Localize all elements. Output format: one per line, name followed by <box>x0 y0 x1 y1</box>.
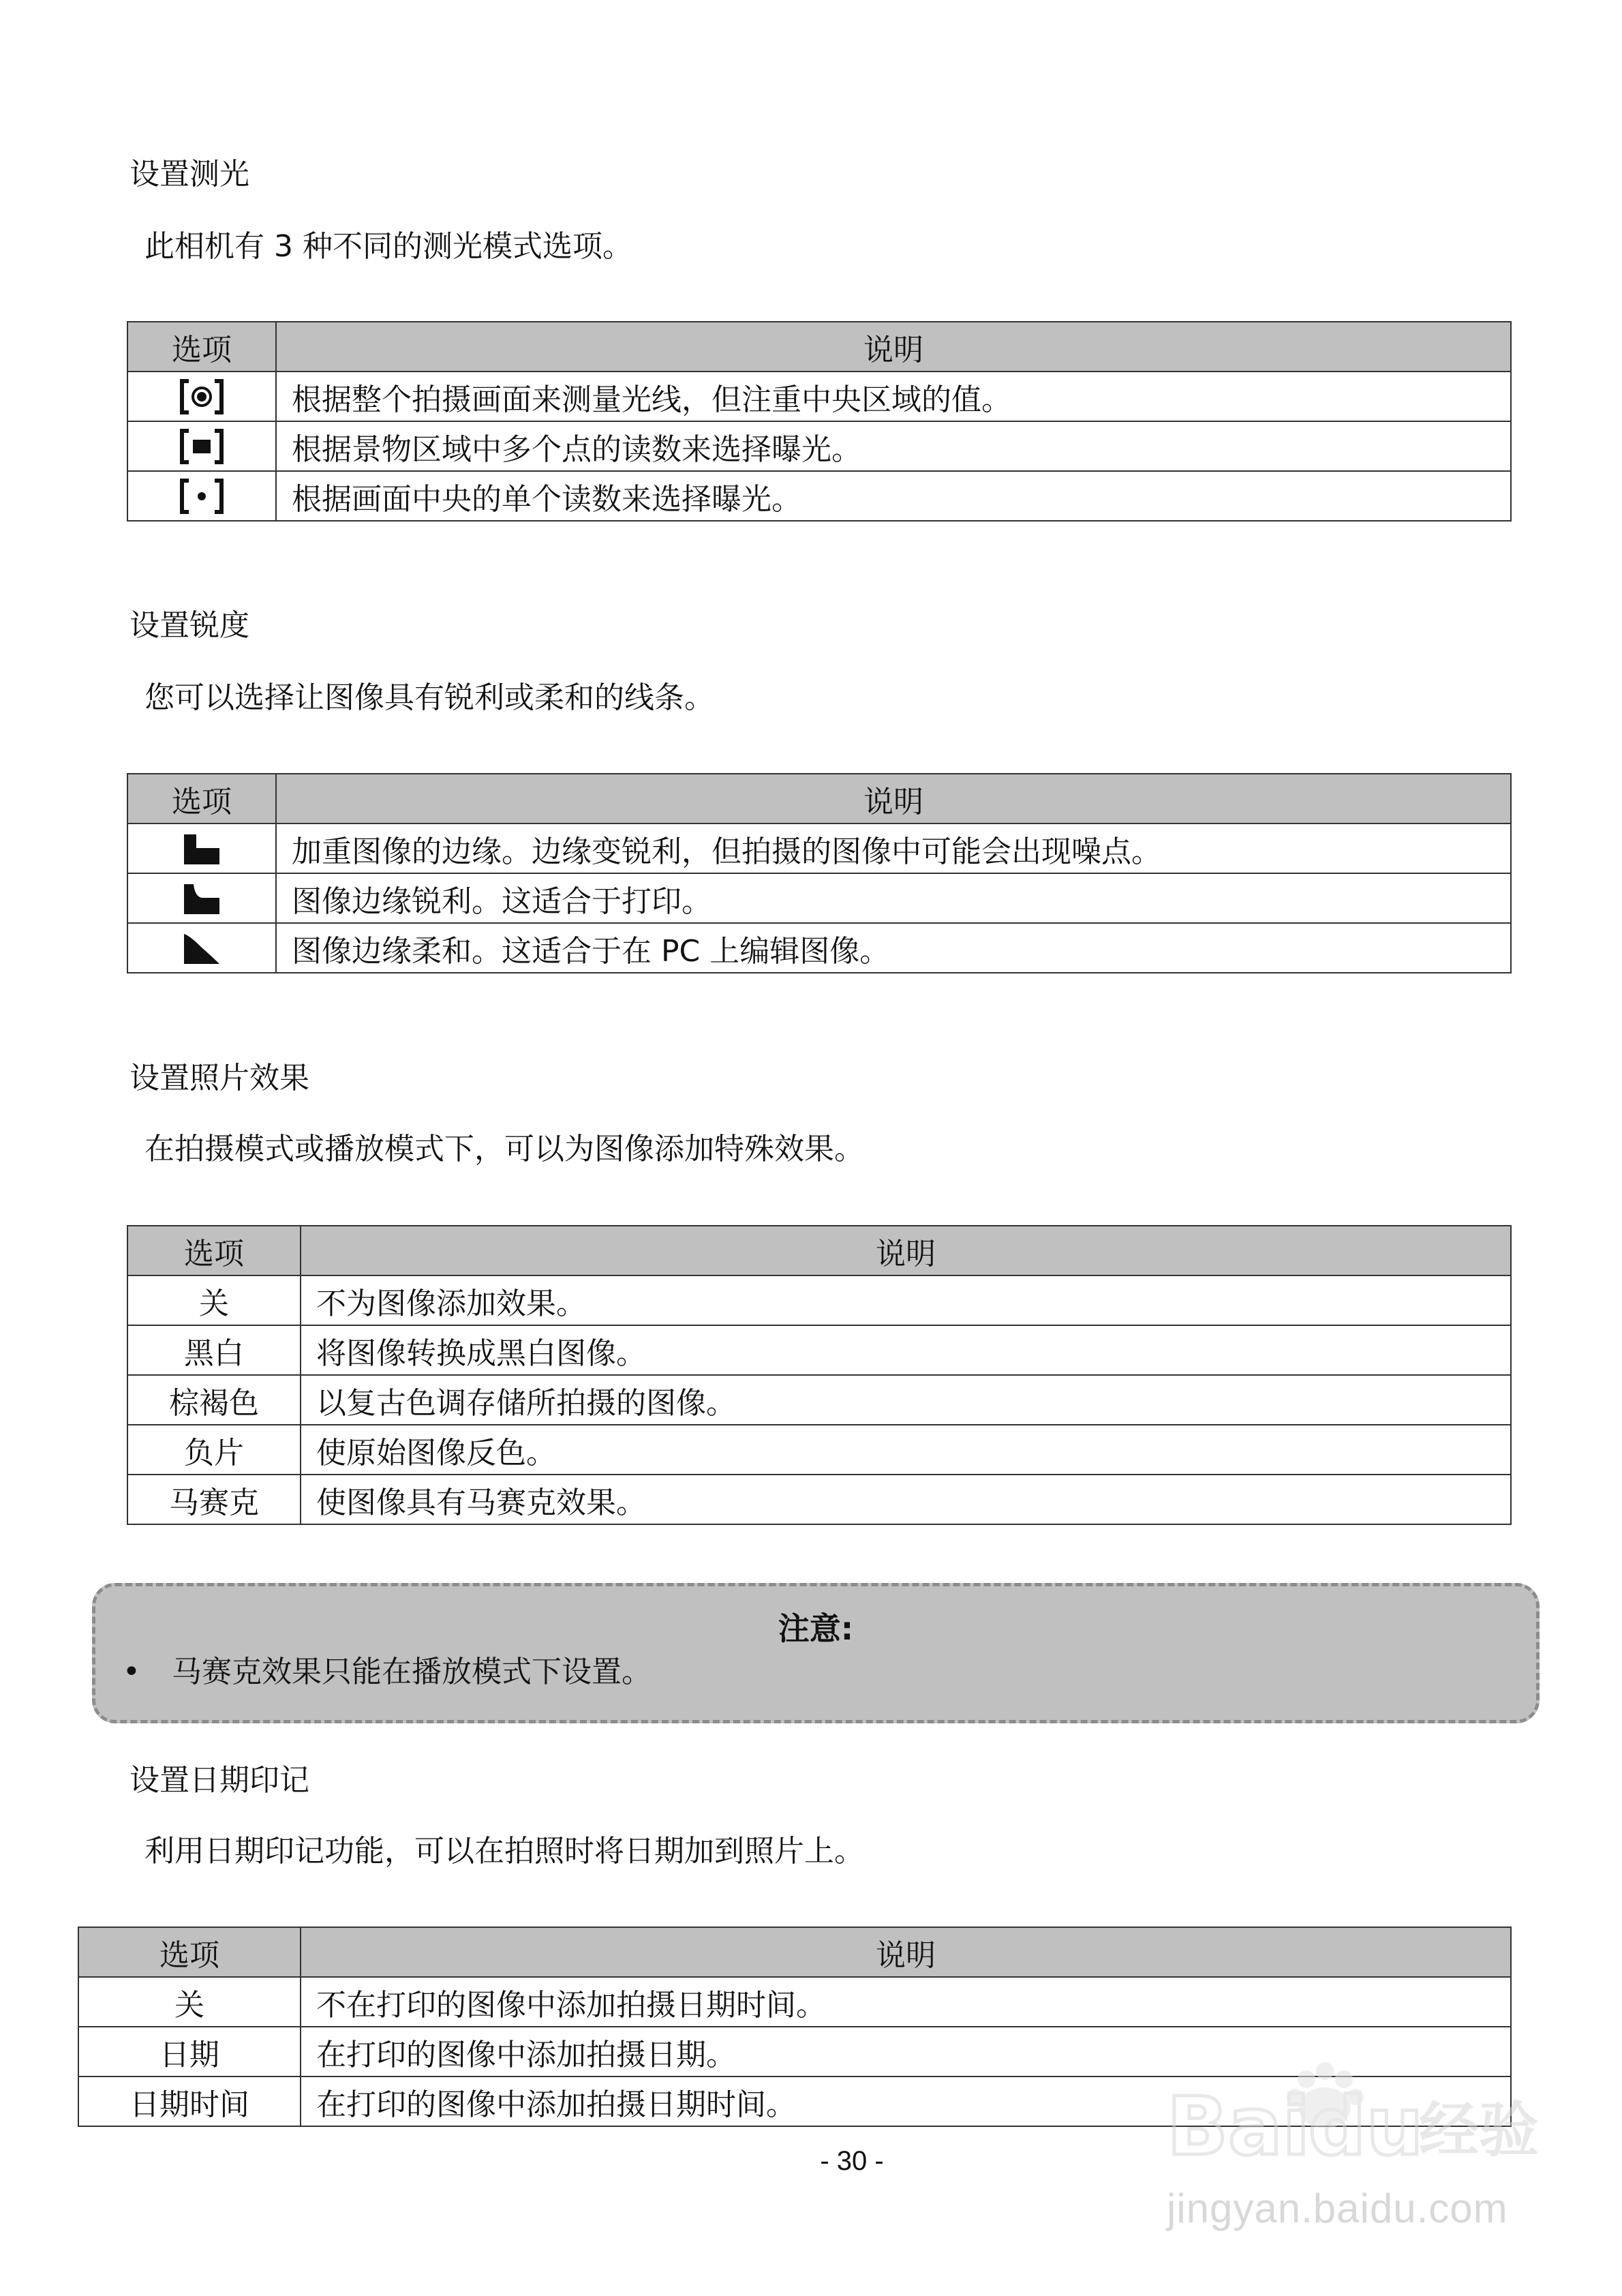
header-option: 选项 <box>127 1226 301 1275</box>
multi-metering-icon <box>178 428 226 465</box>
note-box <box>92 1583 1540 1723</box>
effect-intro: 在拍摄模式或播放模式下，可以为图像添加特殊效果。 <box>144 1132 864 1166</box>
header-description: 说明 <box>276 322 1511 372</box>
table-row <box>127 1275 1511 1325</box>
table-row <box>127 923 1511 973</box>
header-description: 说明 <box>276 774 1511 824</box>
option-cell: 黑白 <box>127 1325 301 1375</box>
spot-metering-icon <box>178 478 226 515</box>
baidu-jingyan-watermark-logo <box>1167 2052 1548 2181</box>
option-cell: 关 <box>78 1977 301 2027</box>
description-cell: 加重图像的边缘。边缘变锐利，但拍摄的图像中可能会出现噪点。 <box>276 824 1511 873</box>
svg-text:经验: 经验 <box>1419 2095 1540 2165</box>
description-cell: 以复古色调存储所拍摄的图像。 <box>301 1375 1511 1425</box>
table-row <box>127 1325 1511 1375</box>
table-row <box>127 471 1511 521</box>
note-item-text: 马赛克效果只能在播放模式下设置。 <box>172 1655 652 1689</box>
description-cell: 根据景物区域中多个点的读数来选择曝光。 <box>276 421 1511 471</box>
option-cell: 负片 <box>127 1425 301 1475</box>
description-cell: 根据整个拍摄画面来测量光线，但注重中央区域的值。 <box>276 372 1511 421</box>
sharpness-soft-icon <box>181 931 222 967</box>
metering-intro: 此相机有 3 种不同的测光模式选项。 <box>144 229 632 264</box>
center-weighted-metering-icon <box>178 378 226 415</box>
table-row <box>127 1425 1511 1475</box>
table-row <box>127 1475 1511 1524</box>
sharpness-normal-icon <box>181 881 222 917</box>
description-cell: 不在打印的图像中添加拍摄日期时间。 <box>301 1977 1511 2027</box>
description-cell: 图像边缘柔和。这适合于在 PC 上编辑图像。 <box>276 923 1511 973</box>
table-row <box>127 824 1511 873</box>
table-header-row <box>78 1927 1511 1977</box>
bullet-icon: • <box>123 1655 140 1689</box>
watermark-url: jingyan.baidu.com <box>1167 2186 1508 2231</box>
datestamp-heading: 设置日期印记 <box>129 1763 309 1798</box>
sharpness-table <box>127 773 1512 973</box>
metering-heading: 设置测光 <box>129 157 249 192</box>
table-header-row <box>127 774 1511 824</box>
note-item <box>123 1652 652 1693</box>
sharpness-high-icon <box>181 832 222 867</box>
sharpness-intro: 您可以选择让图像具有锐利或柔和的线条。 <box>144 680 714 715</box>
option-cell: 日期 <box>78 2027 301 2076</box>
table-header-row <box>127 322 1511 372</box>
description-cell: 根据画面中央的单个读数来选择曝光。 <box>276 471 1511 521</box>
table-row <box>127 421 1511 471</box>
table-header-row <box>127 1226 1511 1275</box>
table-row <box>127 1375 1511 1425</box>
header-description: 说明 <box>301 1927 1511 1977</box>
svg-text:du: du <box>1309 2079 1424 2173</box>
description-cell: 使图像具有马赛克效果。 <box>301 1475 1511 1524</box>
effect-heading: 设置照片效果 <box>129 1061 309 1096</box>
option-cell: 关 <box>127 1275 301 1325</box>
table-row <box>78 1977 1511 2027</box>
description-cell: 在打印的图像中添加拍摄日期。 <box>301 2027 1511 2076</box>
description-cell: 在打印的图像中添加拍摄日期时间。 <box>301 2076 1511 2126</box>
metering-table <box>127 321 1512 522</box>
header-option: 选项 <box>127 774 276 824</box>
effect-table <box>127 1225 1512 1525</box>
table-row <box>127 372 1511 421</box>
description-cell: 使原始图像反色。 <box>301 1425 1511 1475</box>
description-cell: 将图像转换成黑白图像。 <box>301 1325 1511 1375</box>
description-cell: 图像边缘锐利。这适合于打印。 <box>276 873 1511 923</box>
option-cell: 棕褐色 <box>127 1375 301 1425</box>
table-row <box>127 873 1511 923</box>
sharpness-heading: 设置锐度 <box>129 608 249 643</box>
page-number: - 30 - <box>820 2146 884 2176</box>
note-title: 注意: <box>778 1610 854 1647</box>
header-option: 选项 <box>127 322 276 372</box>
svg-text:Bai: Bai <box>1167 2079 1311 2173</box>
description-cell: 不为图像添加效果。 <box>301 1275 1511 1325</box>
option-cell: 日期时间 <box>78 2076 301 2126</box>
option-cell: 马赛克 <box>127 1475 301 1524</box>
header-option: 选项 <box>78 1927 301 1977</box>
datestamp-intro: 利用日期印记功能，可以在拍照时将日期加到照片上。 <box>144 1834 864 1869</box>
header-description: 说明 <box>301 1226 1511 1275</box>
